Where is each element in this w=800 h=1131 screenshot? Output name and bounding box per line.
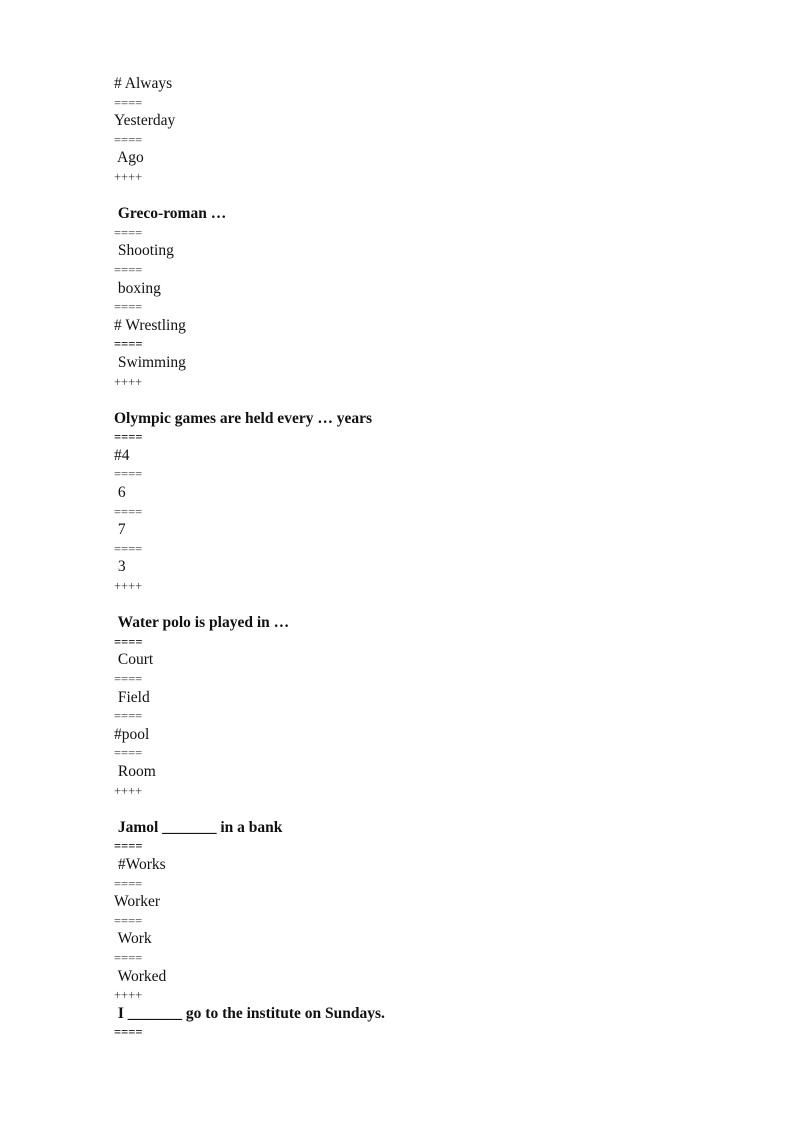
separator-line: ====	[114, 467, 143, 482]
blank-line	[114, 800, 714, 819]
separator-line: ====	[114, 95, 143, 110]
question-text: Greco-roman …	[114, 205, 227, 223]
separator-line: ====	[114, 541, 143, 556]
answer-option: Yesterday	[114, 112, 176, 130]
answer-option: Court	[114, 651, 154, 669]
question-text: Water polo is played in …	[114, 614, 290, 632]
separator-line: ++++	[114, 988, 143, 1003]
answer-option: #Works	[114, 855, 166, 873]
answer-option: Worked	[114, 967, 167, 985]
answer-option: boxing	[114, 279, 161, 297]
separator-line: ====	[114, 672, 143, 686]
question-text: Jamol _______ in a bank	[114, 818, 283, 836]
separator-line: ====	[114, 225, 143, 240]
question-text: I _______ go to the institute on Sundays.	[114, 1004, 385, 1022]
answer-option: Field	[114, 688, 150, 706]
separator-line: ====	[114, 337, 143, 352]
answer-option: 6	[114, 484, 126, 502]
separator-line: ====	[114, 634, 143, 649]
document-page	[114, 75, 714, 1042]
blank-line	[114, 596, 714, 615]
separator-line: ====	[114, 746, 143, 761]
blank-line	[114, 391, 714, 410]
separator-line: ++++	[114, 374, 143, 389]
separator-line: ====	[114, 504, 143, 519]
answer-option: 7	[114, 521, 126, 539]
question-text: Olympic games are held every … years	[114, 409, 372, 427]
answer-option: # Wrestling	[114, 316, 186, 334]
separator-line: ====	[114, 262, 143, 277]
answer-option: Room	[114, 762, 156, 780]
separator-line: ====	[114, 876, 143, 891]
separator-line: ++++	[114, 579, 143, 594]
separator-line: ====	[114, 300, 143, 315]
answer-option: # Always	[114, 75, 173, 92]
separator-line: ====	[114, 430, 143, 445]
answer-option: Shooting	[114, 242, 174, 260]
blank-line	[114, 187, 714, 206]
separator-line: ====	[114, 839, 143, 854]
separator-line: ====	[114, 1025, 143, 1040]
answer-option: Swimming	[114, 353, 186, 371]
separator-line: ====	[114, 709, 143, 724]
separator-line: ====	[114, 913, 143, 928]
separator-line: ====	[114, 950, 143, 965]
answer-option: Ago	[114, 149, 144, 167]
separator-line: ====	[114, 132, 143, 147]
answer-option: #4	[114, 446, 130, 464]
answer-option: #pool	[114, 725, 150, 743]
answer-option: Worker	[114, 893, 161, 911]
answer-option: 3	[114, 558, 126, 576]
separator-line: ++++	[114, 783, 143, 798]
answer-option: Work	[114, 930, 152, 948]
separator-line: ++++	[114, 169, 143, 184]
